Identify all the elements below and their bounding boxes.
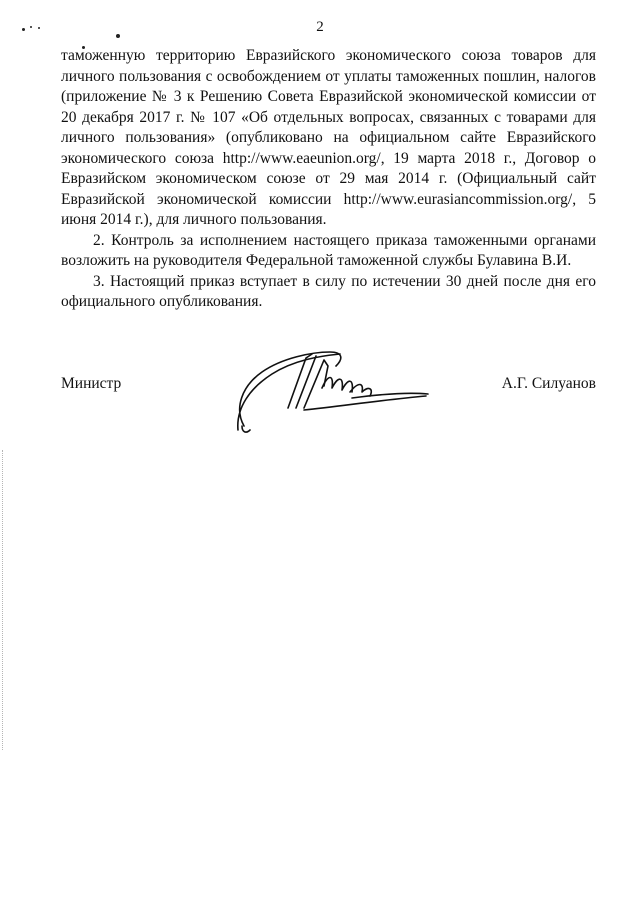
- document-body: [61, 46, 596, 313]
- paragraph-item-3: 3. Настоящий приказ вступает в силу по истечении 30 дней после дня его официального опубликования.: [61, 272, 596, 310]
- signer-name: А.Г. Силуанов: [501, 375, 596, 392]
- handwritten-signature: [232, 338, 432, 433]
- page-number: 2: [316, 19, 324, 35]
- scan-edge-line: [2, 450, 4, 750]
- signer-title: Министр: [61, 375, 122, 392]
- paragraph-item-2: 2. Контроль за исполнением настоящего приказа таможенными органами возложить на руководителя Федеральной таможенной службы Булавина В.И.: [61, 231, 596, 269]
- paragraph-continuation: таможенную территорию Евразийского экономического союза товаров для личного пользования с освобождением от уплаты таможенных пошлин, налогов (приложение № 3 к Решению Совета Евразийской экономической комиссии от 20 декабря 2017 г. № 107 «Об отдельных вопросах, связанных с товарами для личного пользования» (опубликовано на официальном сайте Евразийского экономического союза http://www.eaeunion.org/, 19 марта 2018 г., Договор о Евразийском экономическом союзе от 29 мая 2014 г. (Официальный сайт Евразийской экономической комиссии http://www.eurasiancommission.org/, 5 июня 2014 г.), для личного пользования.: [61, 47, 596, 228]
